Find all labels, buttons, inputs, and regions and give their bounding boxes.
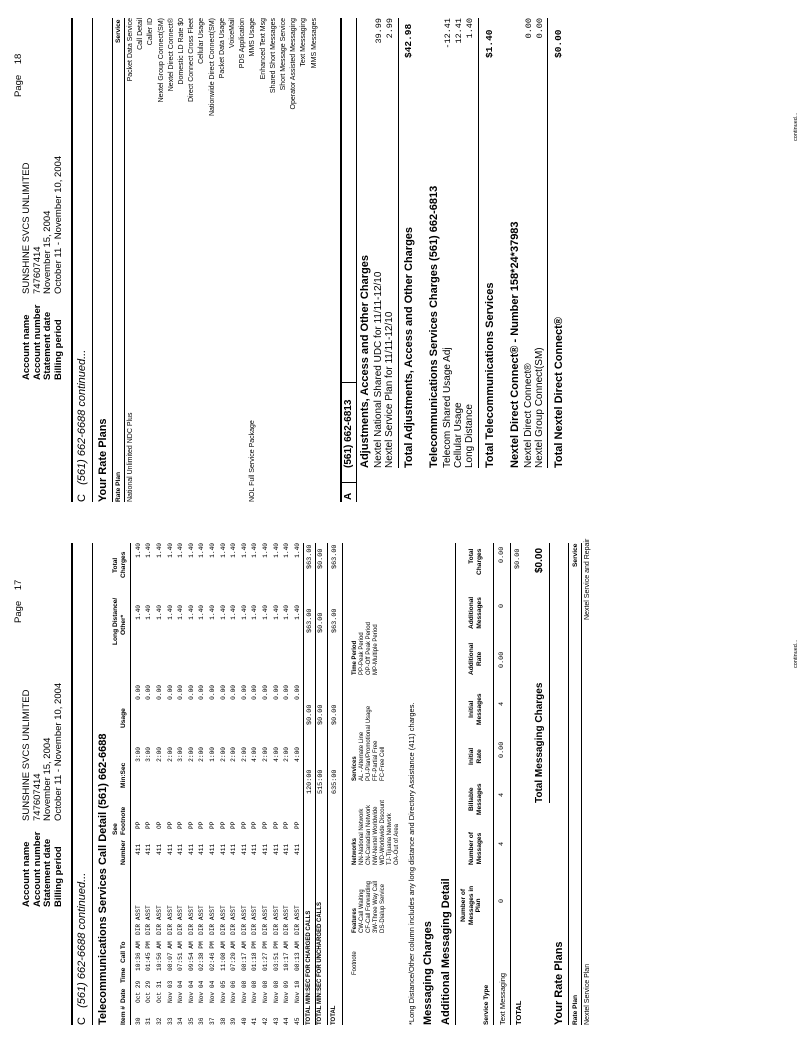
call-cell: 30	[134, 1017, 142, 1025]
call-cell: 1.40	[240, 605, 248, 620]
additional-messaging-title: Additional Messaging Detail	[440, 878, 452, 1025]
call-cell: DIR ASST	[187, 905, 195, 935]
account-values: SUNSHINE SVCS UNLIMITED 747607414 November 15, 2004 October 11 - November 10, 2004	[21, 155, 64, 294]
rate-plan-service: Cellular Usage	[198, 18, 206, 64]
call-cell: Nov 04	[177, 980, 185, 1003]
section-heading: C (561) 662-6688 continued...	[76, 349, 88, 502]
call-cell: Nov 04	[198, 980, 206, 1003]
call-detail-row	[292, 543, 303, 1025]
call-cell: DIR ASST	[155, 905, 163, 935]
call-cell: DIR ASST	[145, 905, 153, 935]
rate-plans-title: Your Rate Plans	[553, 941, 565, 1025]
call-cell: 2:00	[230, 747, 238, 762]
call-cell: 1.40	[261, 605, 269, 620]
call-cell: PP	[198, 821, 206, 829]
call-cell: 1.40	[208, 543, 216, 558]
call-cell: 44	[283, 1017, 291, 1025]
total-minsec: 515:00	[317, 769, 325, 794]
rate-plan-name: NOL Full Service Package	[249, 420, 257, 502]
call-cell: 1.40	[283, 605, 291, 620]
call-cell: 411	[134, 843, 142, 855]
call-cell: 35	[187, 1017, 195, 1025]
call-detail-title: Telecommunications Services Call Detail (561) 662-6688	[97, 733, 109, 1025]
ndc-total-label: Total Nextel Direct Connect®	[553, 317, 565, 468]
call-cell: 1.40	[261, 543, 269, 558]
call-cell: 10:17 AM	[283, 941, 291, 971]
legend-networks: Networks NN-National Network CN-Canadian Network NW-Nextel Worldwide WD-Worldwide Discount TJ-Tijuana Network OA-Out of Area	[352, 800, 400, 865]
call-cell: 1.40	[187, 605, 195, 620]
call-cell: 1.40	[293, 605, 301, 620]
adjustments-total-label: Total Adjustments, Access and Other Charges	[403, 226, 415, 468]
call-cell: 0.00	[155, 685, 163, 700]
call-cell: 0.00	[219, 685, 227, 700]
legend-footnote: Footnote	[352, 951, 358, 975]
call-cell: 0.00	[261, 685, 269, 700]
rate-plan-service: Nationwide Direct Connect(SM)	[208, 18, 216, 117]
call-cell: DIR ASST	[219, 905, 227, 935]
call-cell: 411	[177, 843, 185, 855]
call-cell: Nov 05	[219, 980, 227, 1003]
total-messaging-amount: $0.00	[534, 547, 545, 573]
call-cell: 42	[261, 1017, 269, 1025]
call-cell: 0.00	[177, 685, 185, 700]
call-cell: 1:00	[208, 747, 216, 762]
call-cell: 1.40	[198, 605, 206, 620]
rate-plan-service: Domestic LD Rate $0	[178, 18, 185, 85]
call-cell: DIR ASST	[198, 905, 206, 935]
call-cell: DIR ASST	[272, 905, 280, 935]
call-detail-table	[133, 543, 303, 1025]
call-cell: 411	[166, 843, 174, 855]
account-labels: Account name Account number Statement date Billing period	[21, 304, 64, 380]
call-cell: 1.40	[283, 543, 291, 558]
call-cell: Nov 04	[208, 980, 216, 1003]
total-ld: $63.00	[306, 608, 314, 633]
rate-plan-name: National Unlimited NDC Plus	[127, 412, 134, 502]
call-cell: 411	[208, 843, 216, 855]
call-cell: 1.40	[272, 543, 280, 558]
call-cell: 411	[261, 843, 269, 855]
call-cell: 1.40	[166, 543, 174, 558]
rotated-statement: Account name Account number Statement date Billing period SUNSHINE SVCS UNLIMITED 747607414 November 15, 2004 October 11 - November 10, 2004 Page 17 C (561) 662-6688 continued... Telecommunications Services Call Detail (561) 662-6688 See Total Long Distance/ Item # Date Time Call To Number Footnote Min:Sec Usage Other* Charges 30 Oct 29 10:36 AM DIR ASST 411 PP 3:00 0.00 1.40 1.40 31 Oct 29 01:45 PM DIR ASST 411 PP 3:00 0.00 1.40 1.40 32 Oct 31 10:56 AM DIR ASST 411 OP 2:00 0.00 1.40 1.40 33 Nov 03 08:07 AM DIR ASST 411 PP 2:00 0.00 1.40 1.40 34 Nov 04 07:51 AM DIR ASST 411 PP 3:00 0.00 1.40 1.40 35 Nov 04 09:54 AM DIR ASST 411 PP 2:00 0.00 1.40 1.40 36 Nov 04 02:38 PM DIR ASST 411 PP 2:00 0.00 1.40 1.40 37 Nov 04 02:46 PM DIR ASST 411 PP 1:00 0.00 1.40 1.40 38 Nov 05 11:08 AM DIR ASST 411 PP 2:00 0.00 1.40 1.40 39 Nov 06 07:20 AM DIR ASST 411 PP 2:00 0.00 1.40 1.40 40 Nov 08 08:17 AM DIR ASST 411 PP 2:00 0.00 1.40 1.40 41 Nov 08 01:18 PM DIR ASST 411 PP 4:00 0.00 1.40 1.40 42 Nov 08 01:27 PM DIR ASST 411 PP 2:00 0.00 1.40 1.40 43 Nov 08 03:51 PM DIR ASST 411 PP 4:00 0.00 1.40 1.40 44 Nov 09 10:17 AM DIR ASST 411 PP 2:00 0.00 1.40 1.40 45 Nov 10 08:13 AM DIR ASST 411 PP 4:00 0.00 1.40 1.40 TOTAL MIN:SEC FOR CHARGED CALLS 120:00 $0.00 $63.00 $63.00 TOTAL MIN:SEC FOR UNCHARGED CALLS 515:00 $0.00 $0.00 $0.00 TOTAL 635:00 $0.00 $63.00 $63.00 Footnote Features CW-Call Waiting CF-Call Forwarding 3W-Three Way Call DS-Dialup Service Networks NN-National Network CN-Canadian Network NW-Nextel Worldwide WD-Worldwide Discount TJ-Tijuana Network OA-Out of Area Services AL - Alternate Line PU-Plan/Promotional Usage FF-Partial Free FC-Free Cell Time Period PP-Peak Period OP-Off Peak Period MP-Multiple Period *Long Distance/Other column includes any long distance and Directory Assistance (411) charges. Messaging Charges Additional Messaging Detail Service Type Number of Messages in Plan Number of Messages Billable Messages Initial Rate Initial Messages Additional Rate Additional Messages Total Charges Text Messaging 0 4 4 0.00 4 0.00 0 0.00 TOTAL $0.00 Total Messaging Charges $0.00 Your Rate Plans Rate Plan Service Nextel Service Plan Nextel Service and Repair continued... Account name Account number Statement date Billing period SUNSHINE SVCS UNLIMITED 747607414 November 15, 2004 October 11 - November 10, 2004 Page 18 C (561) 662-6688 continued... Your Rate Plans Rate Plan Service National Unlimited NDC Plus Packet Data Service Call Detail Caller ID Nextel Group Connect(SM) Nextel Direct Connect® Domestic LD Rate $0 Direct Connect Cross Fleet Cellular Usage Nationwide Direct Connect(SM) Packet Data Usage VoiceMail PDS Application NOL Full Service Package MMS Usage Enhanced Text Msg Shared Short Messages Short Message Service Operator Assisted Messaging Text Messaging MMS Messages A (561) 662-6813 Adjustments, Access and Other Charges Nextel National Shared UDC for 11/11-12/10 39.99 Nextel Service Plan for 11/11-12/10 2.99 Total Adjustments, Access and Other Charges $42.98 Telecommunications Services Charges (561) 662-6813 Telecom Shared Usage Adj -12.41 Cellular Usage 12.41 Long Distance 1.40 Total Telecommunications Services $1.40 Nextel Direct Connect® - Number 158*24*37983 Nextel Direct Connect® 0.00 Nextel Group Connect(SM) 0.00 Total Nextel Direct Connect® $0.00 continued...	[13, 18, 799, 1025]
call-cell: 1.40	[198, 543, 206, 558]
total-label: TOTAL MIN:SEC FOR UNCHARGED CALLS	[317, 902, 323, 1025]
call-cell: 411	[155, 843, 163, 855]
call-cell: PP	[187, 821, 195, 829]
rate-plan-service: MMS Messages	[310, 18, 318, 69]
call-detail-row	[186, 543, 197, 1025]
charge-amount: 12.41	[454, 18, 464, 44]
call-cell: DIR ASST	[293, 905, 301, 935]
call-cell: 37	[208, 1017, 216, 1025]
call-cell: Nov 10	[293, 980, 301, 1003]
call-cell: 4:00	[272, 747, 280, 762]
call-cell: 0.00	[198, 685, 206, 700]
call-cell: 411	[230, 843, 238, 855]
call-cell: 45	[293, 1017, 301, 1025]
call-cell: 3:00	[134, 747, 142, 762]
call-cell: PP	[251, 821, 259, 829]
rate-plan-service: Text Messaging	[300, 18, 308, 67]
rate-plan-service: Shared Short Messages	[269, 18, 277, 94]
section-a-phone: (561) 662-6813	[343, 399, 354, 468]
call-cell: 07:20 AM	[230, 941, 238, 971]
rate-plan-service: Packet Data Service	[127, 18, 134, 82]
call-cell: 1.40	[177, 605, 185, 620]
call-cell: 01:45 PM	[145, 941, 153, 971]
call-cell: 03:51 PM	[272, 941, 280, 971]
call-cell: 3:00	[145, 747, 153, 762]
call-cell: 1.40	[155, 605, 163, 620]
call-detail-row	[250, 543, 261, 1025]
account-labels: Account name Account number Statement date Billing period	[21, 831, 64, 907]
legend-services: Services AL - Alternate Line PU-Plan/Promotional Usage FF-Partial Free FC-Free Cell	[352, 705, 386, 781]
call-detail-row	[144, 543, 155, 1025]
call-detail-row	[197, 543, 208, 1025]
section-heading: C (561) 662-6688 continued...	[76, 872, 88, 1025]
call-cell: 411	[145, 843, 153, 855]
call-cell: 10:36 AM	[134, 941, 142, 971]
call-cell: 0.00	[293, 685, 301, 700]
call-detail-row	[228, 543, 239, 1025]
call-cell: 411	[283, 843, 291, 855]
call-cell: 411	[219, 843, 227, 855]
call-cell: 1.40	[134, 605, 142, 620]
call-cell: 1.40	[219, 605, 227, 620]
call-cell: PP	[272, 821, 280, 829]
total-total: $63.00	[331, 544, 339, 569]
call-cell: Oct 29	[134, 980, 142, 1003]
charge-amount: 0.00	[524, 18, 534, 39]
charge-label: Long Distance	[464, 404, 475, 468]
call-cell: 39	[230, 1017, 238, 1025]
call-cell: 1.40	[230, 605, 238, 620]
call-cell: DIR ASST	[208, 905, 216, 935]
call-cell: 08:07 AM	[166, 941, 174, 971]
charge-label: Telecom Shared Usage Adj	[442, 347, 453, 468]
messaging-title: Messaging Charges	[422, 921, 434, 1025]
charge-amount: 0.00	[535, 18, 545, 39]
call-cell: PP	[261, 821, 269, 829]
charge-label: Nextel Service Plan for 11/11-12/10	[384, 311, 395, 468]
charge-amount: 39.99	[374, 18, 384, 44]
adjustments-title: Adjustments, Access and Other Charges	[359, 255, 371, 468]
total-ld: $63.00	[331, 608, 339, 633]
call-cell: Nov 08	[261, 980, 269, 1003]
call-cell: 1.40	[251, 543, 259, 558]
total-usage: $0.00	[331, 704, 339, 725]
legend-features: Features CW-Call Waiting CF-Call Forwarding 3W-Three Way Call DS-Dialup Service	[352, 880, 386, 933]
charge-amount: 2.99	[385, 18, 395, 39]
call-cell: 40	[240, 1017, 248, 1025]
call-cell: 1.40	[208, 605, 216, 620]
call-cell: Nov 08	[251, 980, 259, 1003]
total-ld: $0.00	[317, 612, 325, 633]
call-cell: 2:00	[240, 747, 248, 762]
charge-label: Nextel National Shared UDC for 11/11-12/10	[373, 271, 384, 468]
call-cell: 411	[251, 843, 259, 855]
call-detail-row	[271, 543, 282, 1025]
call-cell: PP	[293, 821, 301, 829]
continued-note: continued...	[793, 112, 799, 141]
call-cell: DIR ASST	[134, 905, 142, 935]
call-cell: Nov 04	[187, 980, 195, 1003]
call-cell: DIR ASST	[166, 905, 174, 935]
call-cell: 1.40	[145, 605, 153, 620]
call-cell: PP	[240, 821, 248, 829]
call-cell: 411	[272, 843, 280, 855]
call-detail-row	[239, 543, 250, 1025]
ndc-total: $0.00	[553, 29, 564, 58]
call-cell: PP	[166, 821, 174, 829]
call-cell: 1.40	[187, 543, 195, 558]
call-cell: 07:51 AM	[177, 941, 185, 971]
call-cell: Oct 31	[155, 980, 163, 1003]
call-cell: 2:00	[198, 747, 206, 762]
call-cell: Nov 08	[240, 980, 248, 1003]
call-cell: 2:00	[187, 747, 195, 762]
call-cell: 08:17 AM	[240, 941, 248, 971]
call-cell: 31	[145, 1017, 153, 1025]
call-cell: 411	[198, 843, 206, 855]
call-cell: 4:00	[251, 747, 259, 762]
call-cell: 43	[272, 1017, 280, 1025]
call-cell: Oct 29	[145, 980, 153, 1003]
charge-amount: 1.40	[465, 18, 475, 39]
rate-plan-service: Direct Connect Cross Fleet	[188, 18, 196, 103]
call-cell: 38	[219, 1017, 227, 1025]
call-cell: 02:46 PM	[208, 941, 216, 971]
call-cell: 1.40	[166, 605, 174, 620]
call-cell: 3:00	[177, 747, 185, 762]
total-total: $63.00	[306, 544, 314, 569]
call-detail-row	[165, 543, 176, 1025]
call-cell: 2:00	[283, 747, 291, 762]
call-detail-row	[175, 543, 186, 1025]
call-cell: 0.00	[283, 685, 291, 700]
rate-plan-service: Call Detail	[137, 18, 145, 50]
call-cell: 1.40	[272, 605, 280, 620]
call-cell: 411	[293, 843, 301, 855]
call-detail-row	[281, 543, 292, 1025]
call-cell: 09:54 AM	[187, 941, 195, 971]
call-cell: DIR ASST	[230, 905, 238, 935]
rate-plan-service: PDS Application	[239, 18, 247, 69]
call-cell: 1.40	[177, 543, 185, 558]
rate-plan-service: MMS Usage	[249, 18, 257, 57]
call-cell: 0.00	[187, 685, 195, 700]
call-cell: 36	[198, 1017, 206, 1025]
charge-amount: -12.41	[443, 18, 453, 49]
total-minsec: 635:00	[331, 769, 339, 794]
call-cell: 1.40	[134, 543, 142, 558]
charge-label: Nextel Group Connect(SM)	[534, 347, 545, 468]
call-cell: 1.40	[219, 543, 227, 558]
call-cell: PP	[219, 821, 227, 829]
call-cell: Nov 06	[230, 980, 238, 1003]
call-cell: DIR ASST	[283, 905, 291, 935]
call-cell: 0.00	[251, 685, 259, 700]
continued-note: continued...	[793, 639, 799, 668]
call-detail-row	[154, 543, 165, 1025]
call-cell: DIR ASST	[261, 905, 269, 935]
telecom-title: Telecommunications Services Charges (561) 662-6813	[428, 185, 440, 468]
page-number: Page 17	[13, 579, 24, 623]
call-cell: 411	[187, 843, 195, 855]
call-cell: 2:00	[219, 747, 227, 762]
rate-plan-name: Nextel Service Plan	[584, 963, 591, 1025]
total-usage: $0.00	[317, 704, 325, 725]
call-cell: 02:38 PM	[198, 941, 206, 971]
call-cell: DIR ASST	[177, 905, 185, 935]
call-cell: DIR ASST	[240, 905, 248, 935]
call-cell: Nov 08	[272, 980, 280, 1003]
ld-note: *Long Distance/Other column includes any long distance and Directory Assistance (411) charges.	[407, 702, 416, 1025]
adjustments-total: $42.98	[403, 23, 414, 58]
call-cell: 1.40	[293, 543, 301, 558]
rate-plan-service: Short Message Service	[280, 18, 287, 91]
call-cell: 0.00	[240, 685, 248, 700]
call-cell: 0.00	[134, 685, 142, 700]
call-detail-row	[207, 543, 218, 1025]
call-cell: OP	[155, 821, 163, 829]
call-cell: 1.40	[251, 605, 259, 620]
ndc-title: Nextel Direct Connect® - Number 158*24*37983	[509, 221, 521, 468]
call-cell: DIR ASST	[251, 905, 259, 935]
rate-plans-title: Your Rate Plans	[97, 418, 109, 502]
call-cell: 32	[155, 1017, 163, 1025]
call-cell: 1.40	[230, 543, 238, 558]
rate-plan-service: Enhanced Text Msg	[259, 18, 267, 80]
charge-label: Nextel Direct Connect®	[523, 363, 534, 468]
telecom-total-label: Total Telecommunications Services	[484, 282, 496, 468]
rate-plan-service: Nextel Direct Connect®	[167, 18, 175, 92]
call-detail-row	[133, 543, 144, 1025]
call-cell: 1.40	[155, 543, 163, 558]
account-values: SUNSHINE SVCS UNLIMITED 747607414 November 15, 2004 October 11 - November 10, 2004	[21, 682, 64, 821]
total-label: TOTAL	[331, 1005, 337, 1025]
call-cell: 1.40	[240, 543, 248, 558]
call-cell: 11:08 AM	[219, 941, 227, 971]
rate-plan-service: Nextel Group Connect(SM)	[157, 18, 165, 103]
call-cell: 0.00	[208, 685, 216, 700]
call-cell: 10:56 AM	[155, 941, 163, 971]
call-cell: 4:00	[293, 747, 301, 762]
call-cell: PP	[208, 821, 216, 829]
call-cell: 2:00	[166, 747, 174, 762]
call-cell: 33	[166, 1017, 174, 1025]
call-cell: Nov 03	[166, 980, 174, 1003]
charge-label: Cellular Usage	[453, 402, 464, 468]
rate-plan-service: Caller ID	[147, 18, 155, 46]
call-cell: 41	[251, 1017, 259, 1025]
call-cell: 34	[177, 1017, 185, 1025]
call-cell: 01:18 PM	[251, 941, 259, 971]
call-cell: PP	[134, 821, 142, 829]
call-cell: 0.00	[272, 685, 280, 700]
call-cell: 0.00	[230, 685, 238, 700]
legend-time-period: Time Period PP-Peak Period OP-Off Peak Period MP-Multiple Period	[352, 622, 379, 675]
total-total: $0.00	[317, 548, 325, 569]
call-cell: PP	[145, 821, 153, 829]
call-cell: PP	[177, 821, 185, 829]
total-minsec: 120:00	[306, 769, 314, 794]
call-cell: 08:13 AM	[293, 941, 301, 971]
call-cell: 1.40	[145, 543, 153, 558]
call-cell: PP	[283, 821, 291, 829]
total-messaging-label: Total Messaging Charges	[534, 682, 545, 803]
rate-plan-service: Packet Data Usage	[218, 18, 226, 79]
total-usage: $0.00	[306, 704, 314, 725]
call-cell: 2:00	[261, 747, 269, 762]
call-detail-row	[218, 543, 229, 1025]
call-cell: 0.00	[166, 685, 174, 700]
call-cell: PP	[230, 821, 238, 829]
total-label: TOTAL MIN:SEC FOR CHARGED CALLS	[306, 910, 312, 1025]
call-cell: 411	[240, 843, 248, 855]
page-number: Page 18	[13, 53, 24, 97]
rate-plan-service: Operator Assisted Messaging	[290, 18, 298, 110]
rate-plan-service: Nextel Service and Repair	[584, 538, 591, 620]
call-cell: 2:00	[155, 747, 163, 762]
call-cell: Nov 09	[283, 980, 291, 1003]
telecom-total: $1.40	[484, 29, 495, 58]
call-detail-row	[260, 543, 271, 1025]
call-cell: 01:27 PM	[261, 941, 269, 971]
section-a-letter: A	[343, 492, 354, 500]
rate-plan-service: VoiceMail	[229, 18, 236, 48]
call-cell: 0.00	[145, 685, 153, 700]
